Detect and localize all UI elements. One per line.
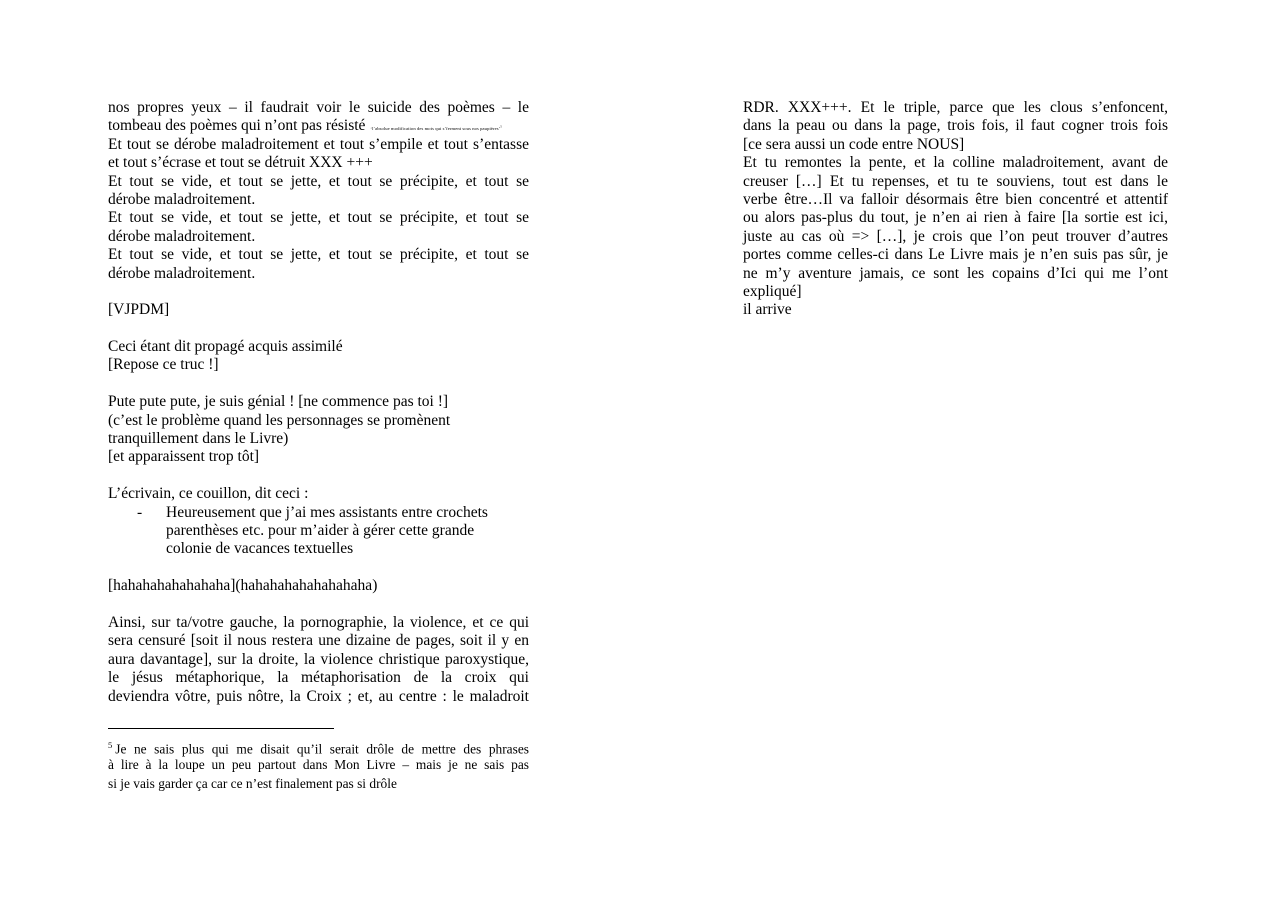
text-line [743,228,1168,246]
text-line [108,755,529,774]
line-text: [et apparaissent trop tôt] [108,448,260,466]
text-line [743,301,1168,319]
line-text: [hahahahahahahaha](hahahahahahahahaha) [108,577,378,595]
text-line [108,412,529,430]
line-text: ne m’y aventure jamais, ce sont les copains d’Ici qui me l’ont [743,264,1168,282]
left-text-column [108,99,529,706]
footnote-marker: 5 [108,740,113,750]
line-text: verbe être…Il va falloir désormais être bien concentré et attentif [743,190,1168,208]
text-line [108,540,529,558]
line-text: et tout s’écrase et tout se détruit XXX +++ [108,154,373,172]
line-text: L’écrivain, ce couillon, dit ceci : [108,485,309,503]
line-text: nos propres yeux – il faudrait voir le suicide des poèmes – le [108,99,529,116]
line-text: dérobe maladroitement. [108,227,256,245]
line-text: Et tout se vide, et tout se jette, et tout se précipite, et tout se [108,172,529,190]
line-text: (c’est le problème quand les personnages se promènent [108,411,451,429]
line-text: colonie de vacances textuelles [166,540,354,558]
text-line [108,338,529,356]
line-text: sera censuré [soit il nous restera une dizaine de pages, soit il y en [108,632,529,650]
text-line [108,774,529,793]
blank-line [108,283,529,301]
line-text: Je ne sais plus qui me disait qu’il serait drôle de mettre des phrases [115,741,529,757]
text-line [743,209,1168,227]
blank-line [108,320,529,338]
line-text: Et tout se dérobe maladroitement et tout s’empile et tout s’entasse [108,135,529,153]
text-line [108,632,529,650]
line-text: le jésus métaphorique, la métaphorisation de la croix qui [108,669,529,687]
text-line [108,504,529,522]
text-line [108,265,529,283]
line-text: dans la peau ou dans la page, trois fois, il faut cogner trois fois [743,117,1168,135]
line-text: Ainsi, sur ta/votre gauche, la pornographie, la violence, et ce qui [108,613,529,631]
list-dash-icon: - [137,503,143,521]
text-line [108,736,529,755]
text-line [108,688,529,706]
line-text: [VJPDM] [108,301,170,319]
text-line [108,99,529,117]
text-line [743,99,1168,117]
footnote-separator [108,728,334,729]
line-text: expliqué] [743,282,802,300]
line-text: Et tout se vide, et tout se jette, et tout se précipite, et tout se [108,209,529,227]
text-line [108,448,529,466]
text-line [108,614,529,632]
text-line [108,191,529,209]
blank-line [108,559,529,577]
line-text: dérobe maladroitement. [108,264,256,282]
text-line [108,577,529,595]
blank-line [108,375,529,393]
text-line [108,522,529,540]
text-line [743,246,1168,264]
text-line [108,669,529,687]
line-text: juste au cas où => […], je crois que l’on peut trouver d’autres [743,227,1168,245]
text-line [108,228,529,246]
line-text: Et tu remontes la pente, et la colline maladroitement, avant de [743,154,1168,172]
line-text: parenthèses etc. pour m’aider à gérer cette grande [166,521,475,539]
text-line [108,154,529,172]
line-text: Ceci étant dit propagé acquis assimilé [108,338,343,356]
text-line [108,430,529,448]
line-text: portes comme celles-ci dans Le Livre mais je n’en suis pas sûr, je [743,246,1168,264]
text-line [743,154,1168,172]
line-text: à lire à la loupe un peu partout dans Mon Livre – mais je ne sais pas [108,757,529,773]
micro-text: ‘l’absolue modification des mots qui s’ferment sous nos paupières’$^5$ [370,124,502,132]
line-text: RDR. XXX+++. Et le triple, parce que les clous s’enfoncent, [743,99,1168,116]
footnote-block [108,728,529,794]
footnote-lines [108,736,529,794]
text-line [108,209,529,227]
line-text: creuser […] Et tu repenses, et tu te souviens, tout est dans le [743,172,1168,190]
line-text: ou alors pas-plus du tout, je n’en ai rien à faire [la sortie est ici, [743,209,1168,227]
text-line [108,485,529,503]
line-text: [Repose ce truc !] [108,356,219,374]
blank-line [108,467,529,485]
text-line [108,301,529,319]
text-line [108,393,529,411]
text-line [108,173,529,191]
line-text: deviendra vôtre, puis nôtre, la Croix ; et, au centre : le maladroit [108,687,529,705]
blank-line [108,596,529,614]
line-text: dérobe maladroitement. [108,190,256,208]
text-line [108,246,529,264]
text-line [108,651,529,669]
text-line [743,117,1168,135]
line-text: Pute pute pute, je suis génial ! [ne commence pas toi !] [108,393,449,411]
line-text: il arrive [743,301,792,319]
text-line [108,356,529,374]
line-text: si je vais garder ça car ce n’est finalement pas si drôle [108,776,397,792]
text-line [743,283,1168,301]
text-line [108,117,529,135]
right-text-column [743,99,1168,320]
text-line [108,136,529,154]
line-text: tranquillement dans le Livre) [108,430,289,448]
text-line [743,191,1168,209]
line-text: [ce sera aussi un code entre NOUS] [743,135,965,153]
line-text: Et tout se vide, et tout se jette, et tout se précipite, et tout se [108,246,529,264]
text-line [743,265,1168,283]
text-line [743,173,1168,191]
text-line [743,136,1168,154]
line-text: Heureusement que j’ai mes assistants entre crochets [166,503,488,521]
line-text: tombeau des poèmes qui n’ont pas résisté [108,117,366,135]
line-text: aura davantage], sur la droite, la violence christique paroxystique, [108,650,529,668]
